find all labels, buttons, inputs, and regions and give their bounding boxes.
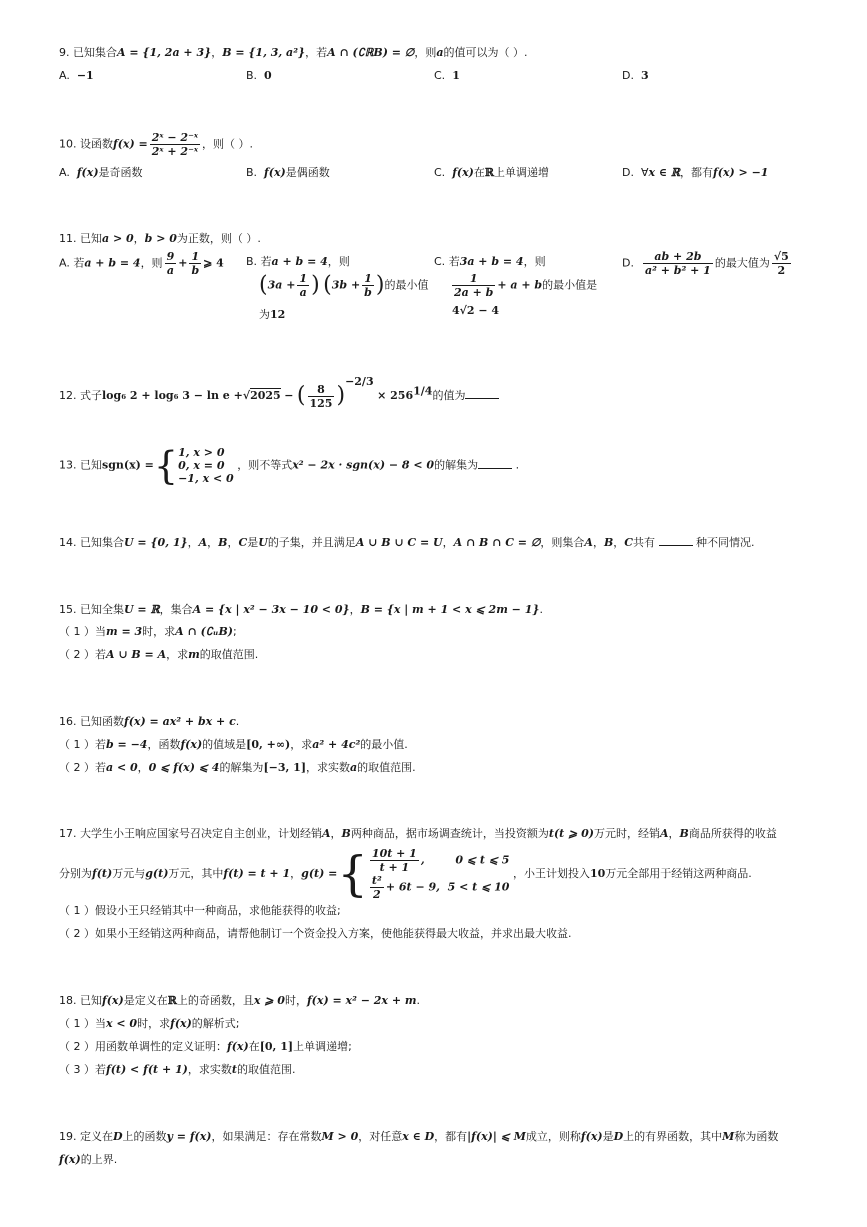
q12-exp2: 1/4: [413, 384, 433, 398]
m: g(t) =: [301, 867, 338, 880]
m: a: [350, 761, 358, 774]
den: b: [191, 264, 200, 277]
m: A: [659, 827, 669, 840]
m: U: [258, 536, 268, 549]
q12-times: × 256: [377, 389, 414, 402]
q13-end: .: [515, 458, 520, 472]
option-text: 是奇函数: [98, 166, 143, 179]
option-label: B.: [246, 255, 258, 268]
fraction: [452, 272, 495, 299]
option-text: 若: [448, 255, 460, 268]
t: 时，: [284, 994, 307, 1007]
t: 的取值范围.: [236, 1063, 296, 1076]
t: 分别为: [59, 867, 92, 880]
m: t: [231, 1063, 237, 1076]
den: 2a + b: [454, 286, 494, 299]
den: a: [299, 286, 307, 299]
option-label: A.: [59, 69, 70, 82]
t: ，: [187, 536, 199, 549]
t: （ 1 ）假设小王只经销其中一种商品，求他能获得的收益;: [59, 904, 341, 917]
q11-option-c: [434, 254, 546, 270]
q16-sub2: [59, 760, 416, 776]
t: ，小王计划投入: [512, 867, 590, 880]
t: 万元，其中: [168, 867, 224, 880]
option-math: a + b = 4: [271, 255, 328, 268]
t: 称为函数: [734, 1130, 779, 1143]
option-text: 1: [452, 69, 460, 82]
m: g(t): [145, 867, 169, 880]
den: a² + b² + 1: [644, 264, 711, 277]
t: 在: [248, 1040, 260, 1053]
option-label: A.: [59, 166, 70, 179]
t: （ 1 ）当: [59, 1017, 106, 1030]
q13-suffix: 的解集为: [434, 458, 479, 472]
option-math: a + b = 4: [84, 256, 141, 270]
m: m = 3: [106, 625, 143, 638]
fraction: [370, 874, 384, 901]
m: B: [218, 536, 228, 549]
q10-option-a: [59, 165, 143, 181]
q9-mid2: ，则: [414, 46, 437, 59]
t: 17. 大学生小王响应国家号召决定自主创业，计划经销: [59, 827, 322, 840]
paren: ): [375, 272, 385, 298]
q13-mid: ，则不等式: [237, 458, 293, 472]
t: 种不同情况.: [696, 536, 755, 549]
q11-option-b: [246, 254, 350, 270]
m: f(x) = x² − 2x + m: [306, 994, 417, 1007]
q9-condition: A ∩ (∁ℝB) = ∅: [327, 46, 415, 59]
q11-m1: a > 0: [102, 232, 134, 245]
q10-option-c: [434, 165, 549, 181]
m: A: [198, 536, 208, 549]
option-text: 的最小值: [384, 278, 429, 292]
t: ，: [349, 603, 361, 616]
fraction: [362, 272, 374, 299]
m: M: [722, 1130, 735, 1143]
den: b: [364, 286, 372, 299]
m: B: [679, 827, 689, 840]
q9-var: a: [436, 46, 444, 59]
m: A ∩ (∁ᵤB): [175, 625, 234, 638]
t: 成立，则称: [525, 1130, 581, 1143]
option-text: ，则: [523, 255, 546, 268]
t: 时，求: [137, 1017, 171, 1030]
q17-line1: [59, 826, 777, 842]
q12-exp: −2/3: [345, 375, 374, 388]
t: 的最小值.: [360, 738, 408, 751]
q15-stem: [59, 602, 543, 618]
den: a: [166, 264, 174, 277]
m: y = f(x): [166, 1130, 212, 1143]
m: A ∩ B ∩ C = ∅: [453, 536, 541, 549]
t: （ 2 ）若: [59, 761, 106, 774]
den: 125: [309, 396, 333, 410]
t: 共有: [633, 536, 656, 549]
option-text2: 上单调递增: [494, 166, 550, 179]
t: ，求: [290, 738, 313, 751]
m: [−3, 1]: [263, 761, 307, 774]
q18-sub1: [59, 1016, 240, 1032]
q10-suffix: ，则（ ）.: [202, 137, 254, 151]
option-text: 若: [260, 255, 272, 268]
t: ，: [207, 536, 219, 549]
q9-option-b: [246, 68, 272, 84]
t: 的取值范围.: [357, 761, 416, 774]
m: x < 0: [106, 1017, 138, 1030]
num: 9: [166, 250, 175, 263]
q16-stem: [59, 714, 239, 730]
t: ，: [330, 827, 342, 840]
option-math: f(x): [264, 166, 286, 179]
q13-m1: sgn(x) =: [102, 458, 154, 472]
q9-set-a: A = {1, 2a + 3}: [117, 46, 212, 59]
q13-stem: [59, 443, 520, 488]
paren: ): [336, 383, 346, 408]
paren: (: [296, 383, 306, 408]
rel: ⩾ 4: [203, 256, 224, 270]
den: 2: [373, 888, 381, 901]
option-label: B.: [246, 166, 258, 179]
q11-option-b-expr: [259, 272, 428, 299]
q9-sep: ，: [211, 46, 223, 59]
q17-cases: $\frac{10t + 1}{t + 1}$ , 0 ⩽ t ⩽ 5 $\frac{\text{t²}}{2}$ + 6t − 9, 5 < t ⩽ 10: [371, 847, 510, 901]
m: a² + 4c²: [312, 738, 361, 751]
q9-mid: ，若: [305, 46, 328, 59]
m: U = {0, 1}: [124, 536, 188, 549]
m: D: [613, 1130, 624, 1143]
option-label: D.: [622, 166, 634, 179]
t: ，: [668, 827, 680, 840]
m: f(x): [59, 1153, 81, 1166]
cond: 0 ⩽ t ⩽ 5: [455, 853, 510, 867]
t: 万元时，经销: [593, 827, 660, 840]
t: 15. 已知全集: [59, 603, 124, 616]
t: 14. 已知集合: [59, 536, 124, 549]
t: ，对任意: [358, 1130, 403, 1143]
case: 1, x > 0: [178, 446, 225, 459]
t: .: [235, 715, 240, 728]
num: 8: [308, 383, 335, 397]
q11-option-c-tail: [452, 303, 499, 319]
fraction: [297, 272, 309, 299]
option-math: 3a + b = 4: [459, 255, 524, 268]
m: B: [341, 827, 351, 840]
option-text: 的最大值为: [714, 256, 770, 270]
m: 0 ⩽ f(x) ⩽ 4: [148, 761, 220, 774]
q9-option-c: [434, 68, 460, 84]
q10-den: 2ˣ + 2⁻ˣ: [151, 145, 199, 158]
q9-stem: [59, 45, 528, 61]
t: 的值域是: [202, 738, 247, 751]
t: ，: [290, 867, 302, 880]
m: A ∪ B ∪ C = U: [355, 536, 443, 549]
m: f(t): [92, 867, 113, 880]
option-label: C.: [434, 166, 446, 179]
t: 19. 定义在: [59, 1130, 113, 1143]
t: （ 2 ）用函数单调性的定义证明：: [59, 1040, 227, 1053]
t: ，如果满足：存在常数: [211, 1130, 322, 1143]
option-label: C.: [434, 69, 446, 82]
option-math: 4√2 − 4: [452, 304, 500, 317]
t: ;: [233, 625, 237, 638]
q19-line2: [59, 1152, 117, 1168]
q12-fraction: [308, 383, 335, 410]
q10-fx: f(x) =: [113, 137, 148, 151]
num: 10t + 1: [371, 847, 417, 860]
m: b = −4: [106, 738, 148, 751]
q11-prefix: 11. 已知: [59, 232, 102, 245]
q11-option-a: [59, 250, 224, 277]
t: 是定义在: [123, 994, 168, 1007]
t: 是: [602, 1130, 614, 1143]
num: 1: [452, 272, 495, 286]
option-math2: ℝ: [484, 166, 495, 179]
q10-option-b: [246, 165, 330, 181]
q13-cases: [178, 446, 234, 485]
q10-num: 2ˣ − 2⁻ˣ: [151, 131, 199, 144]
rest: + 6t − 9,: [385, 880, 440, 894]
q9-suffix: 的值可以为（ ）.: [443, 46, 528, 59]
m: f(t) = t + 1: [223, 867, 291, 880]
m: f(x): [180, 738, 203, 751]
q19-stem: [59, 1129, 778, 1145]
m: D: [113, 1130, 123, 1143]
expr: 3a +: [267, 278, 296, 292]
q15-sub2: [59, 647, 258, 663]
q12-minus: −: [284, 389, 294, 402]
m: 10: [589, 867, 606, 880]
answer-blank: [465, 388, 499, 399]
option-text: −1: [76, 69, 94, 82]
case: −1, x < 0: [178, 472, 234, 485]
m: B = {x | m + 1 < x ⩽ 2m − 1}: [360, 603, 540, 616]
q15-sub1: [59, 624, 237, 640]
m: A = {x | x² − 3x − 10 < 0}: [192, 603, 350, 616]
m: f(x): [580, 1130, 603, 1143]
t: ，求实数: [187, 1063, 232, 1076]
option-text2: ，都有: [680, 166, 714, 179]
t: ，: [442, 536, 454, 549]
q10-option-d: [622, 165, 768, 181]
option-math2: f(x) > −1: [713, 166, 769, 179]
answer-blank: [659, 535, 693, 546]
q10-prefix: 10. 设函数: [59, 137, 113, 151]
option-text: ，则: [140, 256, 163, 270]
m: [0, 1]: [259, 1040, 294, 1053]
m: A: [322, 827, 331, 840]
case: 0, x = 0: [178, 459, 225, 472]
m: [0, +∞): [246, 738, 291, 751]
option-math: f(x): [76, 166, 99, 179]
m: f(x): [227, 1040, 249, 1053]
option-text: 的最小值是: [542, 278, 598, 292]
option-text: 3: [640, 69, 649, 82]
t: ，则集合: [540, 536, 585, 549]
q9-set-b: B = {1, 3, a²}: [222, 46, 306, 59]
sqrt-icon: √: [242, 389, 251, 402]
t: （ 1 ）当: [59, 625, 106, 638]
t: 上的有界函数，其中: [623, 1130, 723, 1143]
option-math: x ∈ ℝ: [648, 166, 681, 179]
option-text: 若: [73, 256, 85, 270]
q18-sub3: [59, 1062, 295, 1078]
option-text: 0: [264, 69, 272, 82]
q9-option-a: [59, 68, 94, 84]
t: 的取值范围.: [199, 648, 259, 661]
t: 是: [247, 536, 259, 549]
q11-sep: ，: [133, 232, 145, 245]
t: ，求: [166, 648, 189, 661]
option-label: C.: [434, 255, 446, 268]
m: |f(x)| ⩽ M: [467, 1130, 526, 1143]
q13-prefix: 13. 已知: [59, 458, 102, 472]
t: .: [416, 994, 421, 1007]
q11-m2: b > 0: [144, 232, 177, 245]
t: 的子集，并且满足: [267, 536, 356, 549]
option-math: f(x): [452, 166, 474, 179]
num: √5: [773, 250, 789, 263]
m: ℝ: [167, 994, 177, 1007]
q12-suffix: 的值为: [432, 389, 466, 402]
q17-sub1: [59, 903, 341, 919]
brace-icon: {: [337, 846, 368, 902]
t: （ 2 ）如果小王经销这两种商品，请帮他制订一个资金投入方案，使他能获得最大收益，并求出最大收益.: [59, 927, 572, 940]
t: 16. 已知函数: [59, 715, 124, 728]
t: 两种商品，据市场调查统计，当投资额为: [350, 827, 549, 840]
t: 万元全部用于经销这两种商品.: [605, 867, 752, 880]
expr: 3b +: [331, 278, 361, 292]
t: 上的函数: [122, 1130, 167, 1143]
cond: 5 < t ⩽ 10: [447, 880, 510, 894]
t: 商品所获得的收益: [688, 827, 777, 840]
m: C: [238, 536, 248, 549]
m: a < 0: [106, 761, 138, 774]
q17-sub2: [59, 926, 572, 942]
t: .: [539, 603, 543, 616]
num: 1: [189, 250, 201, 264]
q14-stem: [59, 535, 755, 551]
num: 1: [362, 272, 374, 286]
q11-stem: [59, 231, 261, 247]
m: C: [624, 536, 634, 549]
t: 18. 已知: [59, 994, 102, 1007]
m: f(x): [170, 1017, 192, 1030]
m: f(t) < f(t + 1): [106, 1063, 188, 1076]
q9-prefix: 9. 已知集合: [59, 46, 117, 59]
option-math: + a + b: [497, 278, 543, 292]
option-text: ∀: [640, 166, 649, 179]
q11-option-d: [622, 250, 793, 277]
paren: ): [311, 272, 320, 298]
t: 的解析式;: [191, 1017, 240, 1030]
option-text: 在: [473, 166, 485, 179]
t: 上的奇函数，且: [176, 994, 254, 1007]
num: 1: [299, 272, 308, 285]
q11-option-b-tail: [259, 307, 285, 323]
m: x ⩾ 0: [253, 994, 285, 1007]
fraction: [370, 847, 419, 874]
paren: (: [323, 272, 332, 298]
option-text: ，则: [327, 255, 350, 268]
answer-blank: [478, 458, 512, 469]
t: ，: [592, 536, 604, 549]
m: B: [603, 536, 614, 549]
m: m: [188, 648, 200, 661]
m: M > 0: [321, 1130, 359, 1143]
paren: (: [259, 272, 268, 298]
t: （ 2 ）若: [59, 648, 106, 661]
q12-sqrt: 2025: [250, 389, 281, 402]
t: ，: [613, 536, 625, 549]
q17-line2: [59, 847, 752, 901]
m: A ∪ B = A: [106, 648, 167, 661]
num: ab + 2b: [643, 250, 713, 264]
m: t(t ⩾ 0): [548, 827, 594, 840]
fraction: [643, 250, 713, 277]
option-text: 是偶函数: [285, 166, 330, 179]
t: （ 3 ）若: [59, 1063, 106, 1076]
fraction: [165, 250, 177, 277]
option-label: B.: [246, 69, 258, 82]
fraction: [189, 250, 201, 277]
option-label: A.: [59, 256, 70, 270]
t: 的解集为: [219, 761, 264, 774]
t: 的上界.: [80, 1153, 118, 1166]
m: f(x): [102, 994, 124, 1007]
t: ，都有: [434, 1130, 468, 1143]
q16-sub1: [59, 737, 408, 753]
option-math: 12: [270, 308, 286, 321]
fraction: [772, 250, 791, 277]
den: t + 1: [379, 861, 410, 874]
q12-m1: log₆ 2 + log₆ 3 − ln e +: [102, 389, 243, 402]
t: ，函数: [147, 738, 181, 751]
q10-stem: [59, 131, 253, 158]
q12-prefix: 12. 式子: [59, 389, 102, 402]
q11-suffix: 为正数，则（ ）.: [176, 232, 261, 245]
plus: +: [178, 256, 188, 270]
t: ，: [137, 761, 149, 774]
option-label: D.: [622, 69, 634, 82]
m: A: [584, 536, 593, 549]
t: （ 1 ）若: [59, 738, 106, 751]
t: ，求实数: [306, 761, 351, 774]
t: 上单调递增;: [293, 1040, 352, 1053]
q10-fraction: [150, 131, 200, 158]
q11-option-c-expr: [450, 272, 597, 299]
t: 万元与: [112, 867, 146, 880]
q13-m2: x² − 2x · sgn(x) − 8 < 0: [292, 458, 435, 472]
q18-sub2: [59, 1039, 352, 1055]
brace-icon: {: [153, 443, 179, 488]
option-text: 为: [259, 308, 270, 321]
q12-stem: [59, 374, 499, 410]
q18-stem: [59, 993, 420, 1009]
t: ，: [227, 536, 239, 549]
den: 2: [777, 264, 786, 277]
m: U = ℝ: [124, 603, 160, 616]
t: ，集合: [159, 603, 193, 616]
q9-option-d: [622, 68, 649, 84]
m: x ∈ D: [402, 1130, 435, 1143]
t: 时，求: [142, 625, 176, 638]
num: t²: [371, 874, 382, 887]
option-label: D.: [622, 256, 634, 270]
m: f(x) = ax² + bx + c: [124, 715, 236, 728]
